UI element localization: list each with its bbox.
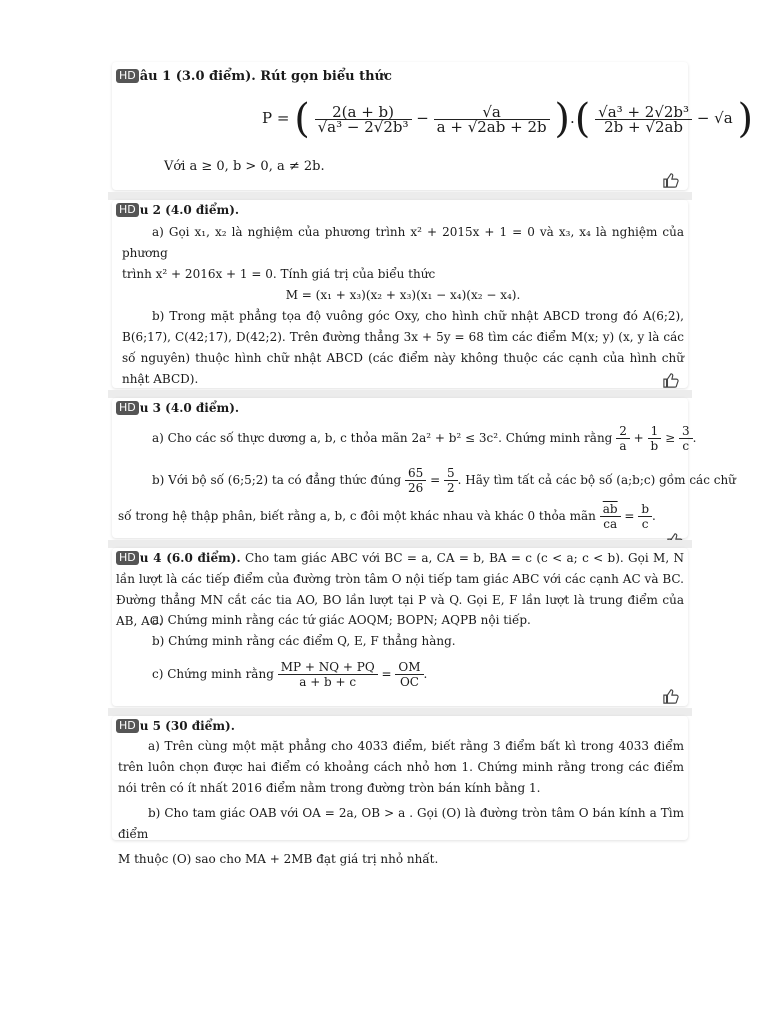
question-5-title: u 5 (30 điểm).: [139, 719, 235, 733]
question-4a: a) Chứng minh rằng các tứ giác AOQM; BOPN; AQPB nội tiếp.: [152, 613, 531, 627]
hd-badge: HD: [116, 551, 139, 565]
question-5b-line2: M thuộc (O) sao cho MA + 2MB đạt giá trị nhỏ nhất.: [118, 852, 439, 866]
question-4-title: u 4 (6.0 điểm).: [139, 551, 241, 565]
question-3b-line2: số trong hệ thập phân, biết rằng a, b, c đôi một khác nhau và khác 0 thỏa mãn $\frac{\overline{ab}}{ca}$ = $\frac{b}{c}$ .: [118, 502, 656, 531]
question-5b-line1: b) Cho tam giác OAB với OA = 2a, OB > a . Gọi (O) là đường tròn tâm O bán kính a Tìm điểm: [118, 806, 684, 841]
hd-badge: HD: [116, 203, 139, 217]
question-2a-line2: trình x² + 2016x + 1 = 0. Tính giá trị của biểu thức: [122, 267, 436, 281]
question-1-condition: Với a ≥ 0, b > 0, a ≠ 2b.: [164, 159, 325, 174]
question-3b-line1: b) Với bộ số (6;5;2) ta có đẳng thức đúng $\frac{65}{26}$ = $\frac{5}{2}$ . Hãy tìm tất cả các bộ số (a;b;c) gồm các chữ: [152, 466, 736, 495]
question-1-formula: P = ( $\frac{2(a + b)}{\text{√a³ − 2√2b³}}$ − $\frac{√a}{a + √2ab + 2b}$ ).( $\frac{\text{√a³ + 2√2b³}}{2b + √2ab}$ − √a ): [262, 96, 754, 142]
question-2-card: [112, 200, 688, 388]
hd-badge: HD: [116, 69, 139, 83]
question-5a: a) Trên cùng một mặt phẳng cho 4033 điểm, biết rằng 3 điểm bất kì trong 4033 điểm trên luôn chọn được hai điểm có khoảng cách nhỏ hơn 1. Chứng minh rằng trong các điểm nói trên có ít nhất 2016 điểm nằm trong đường tròn bán kính bằng 1.: [118, 739, 684, 795]
thumbs-up-icon[interactable]: [662, 688, 680, 704]
thumbs-up-icon[interactable]: [662, 372, 680, 388]
divider: [108, 708, 692, 716]
question-4-card: [112, 548, 688, 706]
question-1-card: [112, 62, 754, 190]
question-4b: b) Chứng minh rằng các điểm Q, E, F thẳng hàng.: [152, 634, 456, 648]
question-5-card: [112, 716, 688, 866]
divider: [108, 192, 692, 200]
divider: [108, 540, 692, 548]
hd-badge: HD: [116, 401, 139, 415]
question-2a-formula: M = (x₁ + x₃)(x₂ + x₃)(x₁ − x₄)(x₂ − x₄).: [285, 288, 521, 302]
question-1-title: âu 1 (3.0 điểm). Rút gọn biểu thức: [139, 69, 392, 84]
thumbs-up-icon[interactable]: [662, 172, 680, 188]
question-2-title: u 2 (4.0 điểm).: [139, 203, 240, 217]
question-3-card: [112, 398, 736, 538]
hd-badge: HD: [116, 719, 139, 733]
question-3-title: u 3 (4.0 điểm).: [139, 401, 240, 415]
question-2b-text: b) Trong mặt phẳng tọa độ vuông góc Oxy, cho hình chữ nhật ABCD trong đó A(6;2), B(6;17), C(42;17), D(42;2). Trên đường thẳng 3x + 5y = 68 tìm các điểm M(x; y) (x, y là các số nguyên) thuộc hình chữ nhật ABCD (các điểm này không thuộc các cạnh của hình chữ nhật ABCD).: [122, 309, 684, 386]
question-3a: a) Cho các số thực dương a, b, c thỏa mãn 2a² + b² ≤ 3c². Chứng minh rằng $\frac{2}{a}$ + $\frac{1}{b}$ ≥ $\frac{3}{c}$ .: [152, 424, 697, 453]
divider: [108, 390, 692, 398]
question-2a-line1: a) Gọi x₁, x₂ là nghiệm của phương trình x² + 2015x + 1 = 0 và x₃, x₄ là nghiệm của phương: [122, 225, 684, 260]
question-4-intro: Cho tam giác ABC với BC = a, CA = b, BA = c (c < a; c < b). Gọi M, N lần lượt là các tiếp điểm của đường tròn tâm O nội tiếp tam giác ABC với các cạnh AC và BC. Đường thẳng MN cắt các tia AO, BO lần lượt tại P và Q. Gọi E, F lần lượt là trung điểm của AB, AC.: [116, 551, 684, 628]
question-4c: c) Chứng minh rằng $\frac{MP + NQ + PQ}{a + b + c}$ = $\frac{OM}{OC}$ .: [152, 660, 428, 689]
